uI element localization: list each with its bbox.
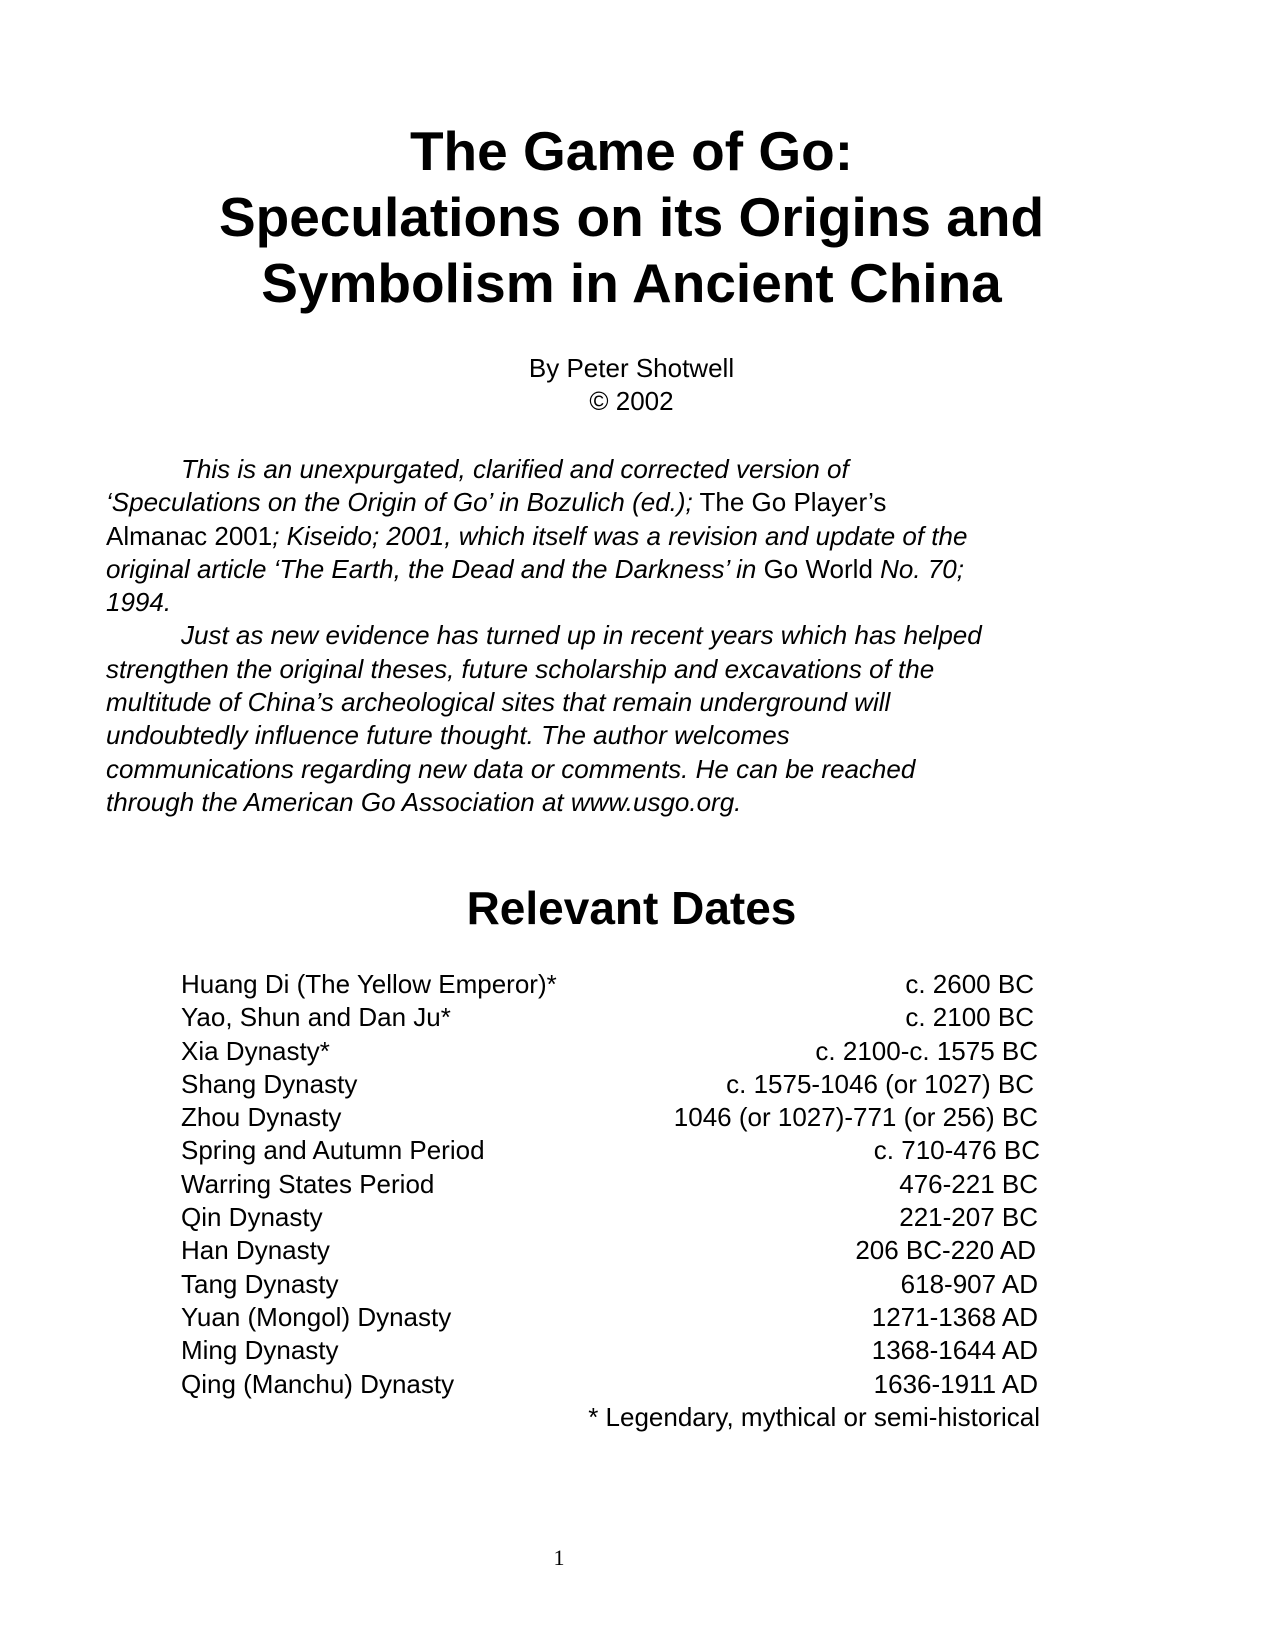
- date-row-name: Ming Dynasty: [181, 1335, 339, 1366]
- date-row-period: c. 710-476 BC: [873, 1135, 1040, 1166]
- date-row-name: Yuan (Mongol) Dynasty: [181, 1301, 452, 1332]
- date-row-period: 221-207 BC: [899, 1202, 1038, 1233]
- author-line: By Peter Shotwell: [528, 353, 735, 383]
- date-row-period: 618-907 AD: [900, 1268, 1038, 1299]
- date-row-period: c. 2600 BC: [905, 969, 1034, 999]
- date-row-name: Huang Di (The Yellow Emperor)*: [181, 969, 557, 999]
- date-row-name: Han Dynasty: [181, 1235, 330, 1266]
- document-title: [0, 118, 1263, 316]
- date-row-period: 1271-1368 AD: [871, 1301, 1038, 1332]
- title-line-1: The Game of Go:: [409, 120, 854, 182]
- intro-p1-seg-1: This is an unexpurgated, clarified and corrected version of: [181, 454, 849, 484]
- date-row-period: 1636-1911 AD: [873, 1368, 1038, 1399]
- date-row: [181, 1101, 1076, 1134]
- intro-p1-seg-4: Almanac 2001: [106, 520, 273, 551]
- title-line-2: Speculations on its Origins and: [218, 186, 1045, 248]
- date-row-period: c. 2100 BC: [905, 1002, 1034, 1033]
- date-row-name: Qing (Manchu) Dynasty: [181, 1368, 455, 1399]
- date-row: [181, 1035, 1076, 1068]
- date-row: [181, 1268, 1076, 1301]
- copyright-line: © 2002: [589, 386, 674, 416]
- intro-paragraph-2: [106, 619, 1106, 819]
- intro-p2-line-6: through the American Go Association at www.usgo.org.: [106, 786, 742, 817]
- intro-p2-line-5: communications regarding new data or comments. He can be reached: [106, 753, 916, 784]
- date-row-period: 476-221 BC: [899, 1168, 1038, 1199]
- date-row-period: 206 BC-220 AD: [855, 1235, 1036, 1266]
- date-row: [181, 1001, 1076, 1034]
- date-row: [181, 1334, 1076, 1367]
- date-row: [181, 968, 1076, 1001]
- date-row-name: Xia Dynasty*: [181, 1035, 330, 1066]
- date-row: [181, 1168, 1076, 1201]
- date-row-name: Yao, Shun and Dan Ju*: [181, 1002, 451, 1033]
- intro-p1-seg-9: 1994.: [106, 587, 172, 618]
- intro-p2-line-2: strengthen the original theses, future scholarship and excavations of the: [106, 653, 935, 684]
- intro-text: [106, 453, 1106, 819]
- intro-p2-line-4: undoubtedly influence future thought. The author welcomes: [106, 720, 790, 751]
- date-row-name: Shang Dynasty: [181, 1068, 358, 1099]
- date-row-name: Spring and Autumn Period: [181, 1135, 485, 1166]
- date-row: [181, 1068, 1076, 1101]
- footnote-row: [181, 1401, 1076, 1434]
- date-row-period: c. 1575-1046 (or 1027) BC: [726, 1068, 1034, 1099]
- footnote: * Legendary, mythical or semi-historical: [588, 1401, 1040, 1432]
- date-row: [181, 1368, 1076, 1401]
- title-line-3: Symbolism in Ancient China: [261, 252, 1002, 314]
- date-row-name: Qin Dynasty: [181, 1202, 323, 1233]
- date-row-name: Warring States Period: [181, 1168, 435, 1199]
- intro-p2-line-3: multitude of China’s archeological sites that remain underground will: [106, 687, 891, 718]
- intro-p1-seg-5: ; Kiseido; 2001, which itself was a revision and update of the: [272, 520, 968, 551]
- date-row-period: 1046 (or 1027)-771 (or 256) BC: [673, 1102, 1038, 1133]
- intro-p1-seg-6: original article ‘The Earth, the Dead and the Darkness’ in: [106, 553, 757, 584]
- dates-table: [181, 968, 1076, 1434]
- date-row-name: Tang Dynasty: [181, 1268, 339, 1299]
- intro-p2-line-1: Just as new evidence has turned up in recent years which has helped: [181, 620, 982, 651]
- section-heading: Relevant Dates: [466, 882, 797, 934]
- date-row-period: c. 2100-c. 1575 BC: [815, 1035, 1038, 1066]
- page-number: 1: [553, 1545, 565, 1570]
- intro-p1-seg-2: ‘Speculations on the Origin of Go’ in Bozulich (ed.);: [106, 487, 693, 518]
- intro-p1-seg-3: The Go Player’s: [692, 487, 887, 518]
- intro-p1-seg-8: No. 70;: [872, 553, 964, 584]
- date-row: [181, 1301, 1076, 1334]
- date-row-name: Zhou Dynasty: [181, 1102, 342, 1133]
- date-row-period: 1368-1644 AD: [871, 1335, 1038, 1366]
- intro-p1-seg-7: Go World: [756, 553, 873, 584]
- date-row: [181, 1201, 1076, 1234]
- date-row: [181, 1134, 1076, 1167]
- intro-paragraph-1: [106, 453, 1106, 619]
- date-row: [181, 1234, 1076, 1267]
- byline: [0, 352, 1263, 418]
